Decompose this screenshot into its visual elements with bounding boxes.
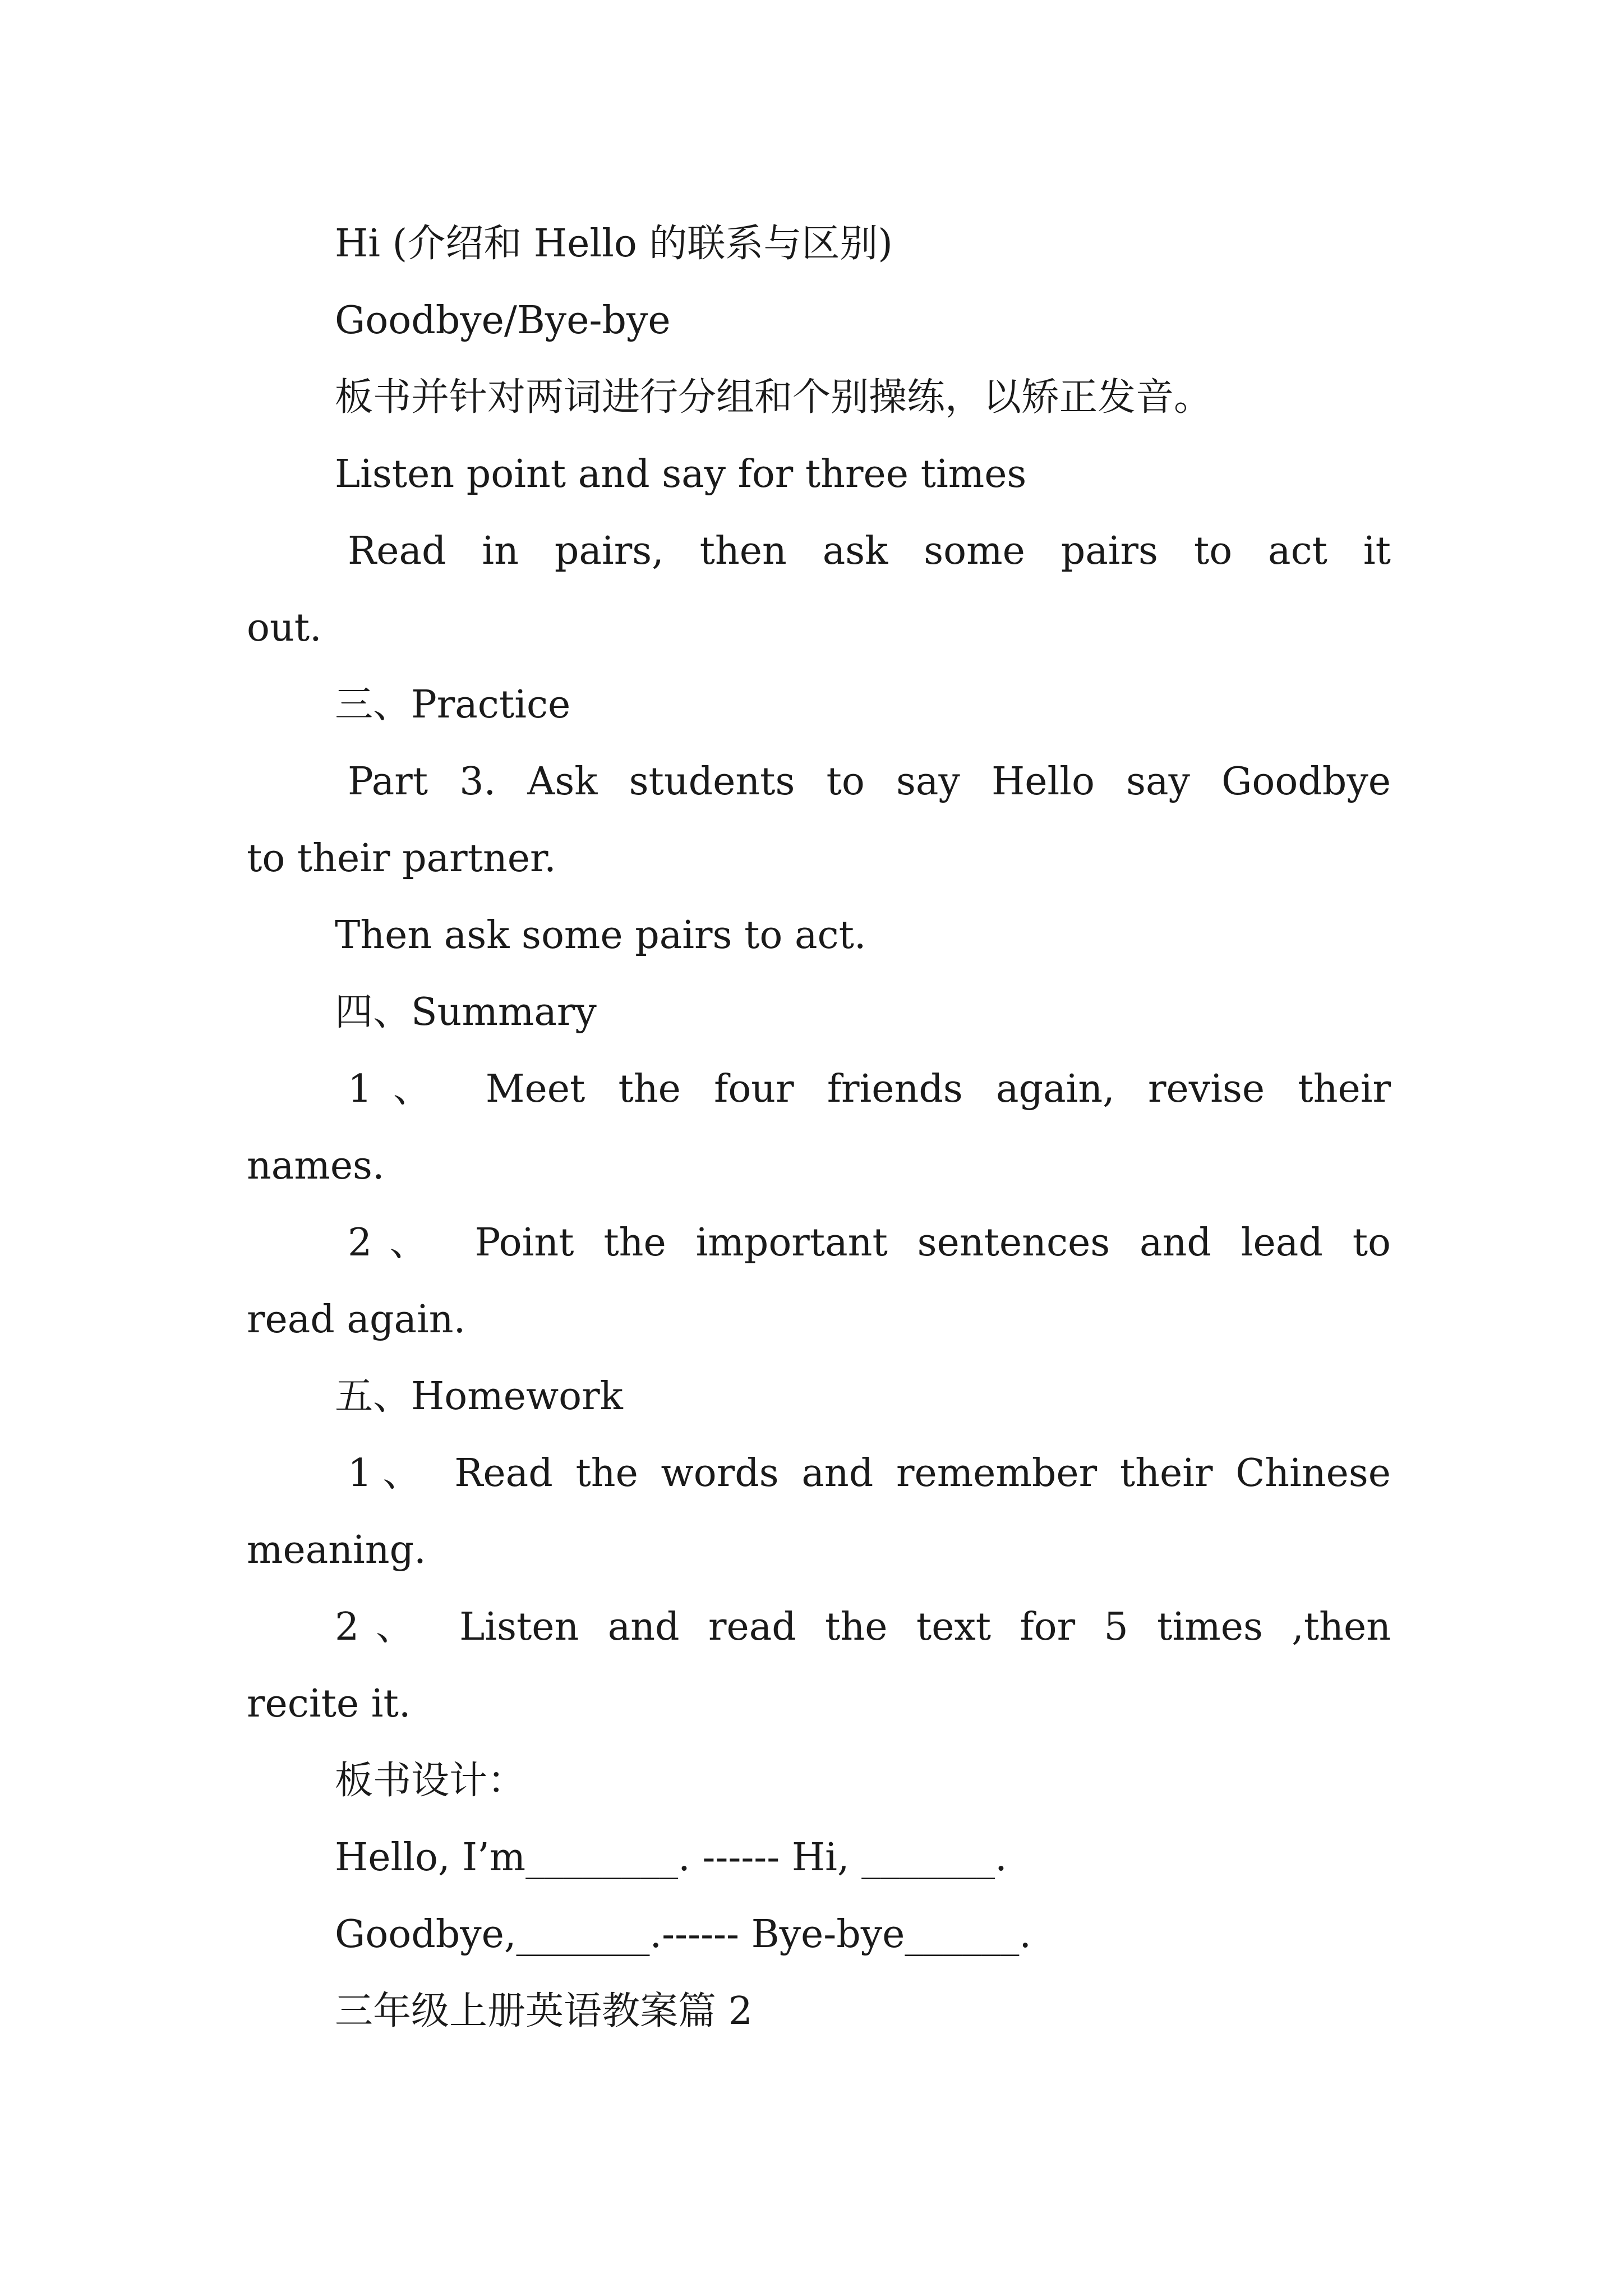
- text-line-blackboard-drill: 板书并针对两词进行分组和个别操练，以矫正发音。: [335, 375, 1212, 420]
- text-line-names: names.: [247, 1144, 385, 1188]
- section-title-lesson-2: 三年级上册英语教案篇 2: [335, 1989, 753, 2033]
- section-heading-practice: 三、Practice: [335, 683, 571, 727]
- text-line-then-ask: Then ask some pairs to act.: [335, 913, 866, 958]
- text-line-read-in-pairs: Read in pairs, then ask some pairs to act it: [348, 529, 1391, 573]
- text-line-out: out.: [247, 606, 322, 650]
- text-line-summary-2: 2、 Point the important sentences and lead to: [348, 1221, 1391, 1265]
- text-line-part-3: Part 3. Ask students to say Hello say Goodbye: [348, 760, 1391, 804]
- text-line-hi-hello: Hi (介绍和 Hello 的联系与区别): [335, 222, 893, 266]
- text-line-read-again: read again.: [247, 1297, 466, 1342]
- text-line-homework-2: 2、 Listen and read the text for 5 times ,then: [335, 1605, 1391, 1649]
- section-heading-summary: 四、Summary: [335, 990, 597, 1034]
- text-line-hello-blank: Hello, I’m________. ------ Hi, _______.: [335, 1835, 1007, 1880]
- text-line-summary-1: 1、 Meet the four friends again, revise their: [348, 1067, 1391, 1111]
- section-heading-homework: 五、Homework: [335, 1374, 623, 1419]
- text-line-goodbye: Goodbye/Bye-bye: [335, 298, 671, 343]
- text-line-homework-1: 1、 Read the words and remember their Chinese: [348, 1451, 1391, 1496]
- text-line-board-design: 板书设计：: [335, 1759, 526, 1803]
- text-line-to-partner: to their partner.: [247, 836, 556, 881]
- text-line-recite-it: recite it.: [247, 1682, 411, 1726]
- text-line-meaning: meaning.: [247, 1528, 426, 1572]
- text-line-goodbye-blank: Goodbye,_______.------ Bye-bye______.: [335, 1912, 1032, 1957]
- text-line-listen-point-say: Listen point and say for three times: [335, 452, 1027, 496]
